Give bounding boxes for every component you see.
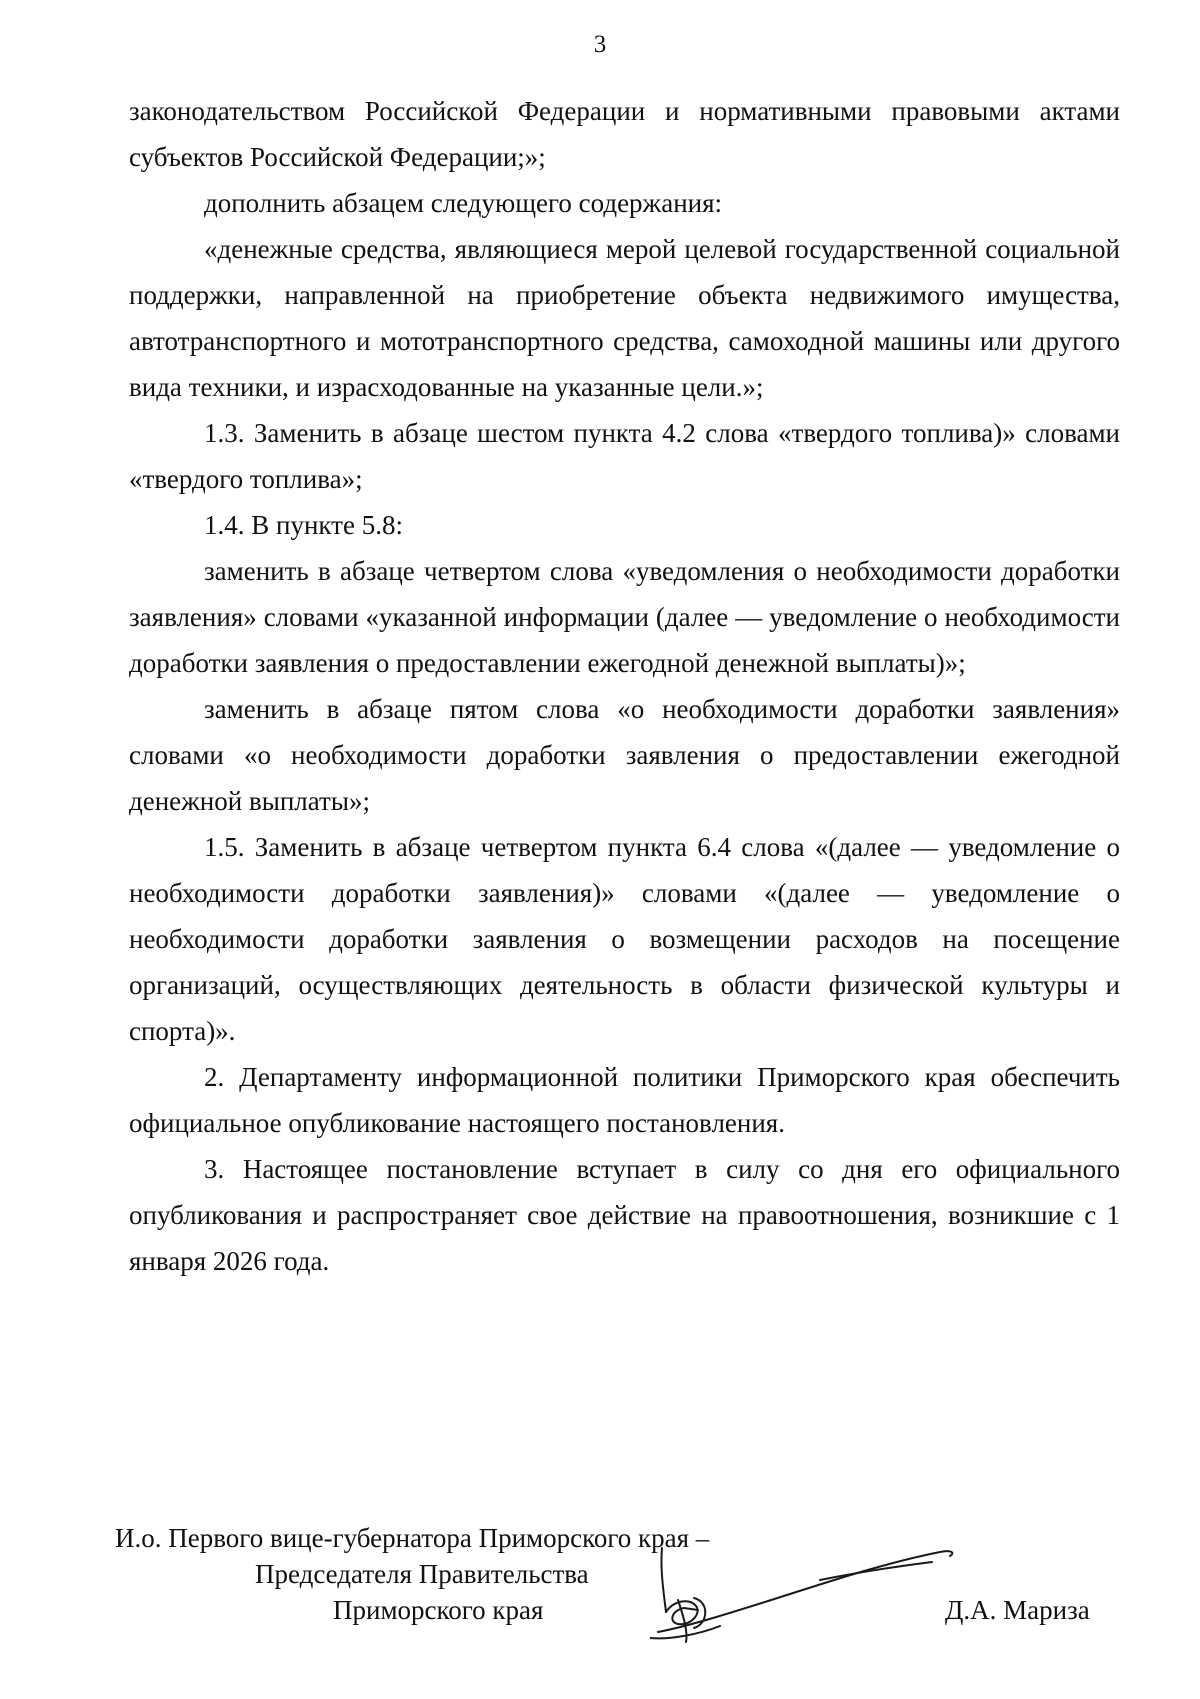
page-number: 3 (593, 31, 607, 58)
signatory-title (115, 1520, 709, 1628)
paragraph-item-1-5: 1.5. Заменить в абзаце четвертом пункта 6.4 слова «(далее — уведомление о необходимости доработки заявления)» словами «(далее — уведомление о необходимости доработки заявления о возмещении расходов на посещение организаций, осуществляющих деятельность в области физической культуры и спорта)». (129, 832, 1120, 1046)
paragraph-quoted-clause: «денежные средства, являющиеся мерой целевой государственной социальной поддержки, направленной на приобретение объекта недвижимого имущества, автотранспортного и мототранспортного средства, самоходной машины или другого вида техники, и израсходованные на указанные цели.»; (129, 234, 1120, 402)
handwritten-signature-image (650, 1540, 970, 1645)
paragraph-continuation: законодательством Российской Федерации и нормативными правовыми актами субъектов Российской Федерации;»; (129, 96, 1120, 172)
paragraph-item-1-4-b: заменить в абзаце пятом слова «о необходимости доработки заявления» словами «о необходимости доработки заявления о предоставлении ежегодной денежной выплаты»; (129, 694, 1120, 816)
paragraph-item-1-3: 1.3. Заменить в абзаце шестом пункта 4.2 слова «твердого топлива)» словами «твердого топлива»; (129, 418, 1120, 494)
signatory-title-line-2: Председателя Правительства (255, 1559, 589, 1589)
signer-name: Д.А. Мариза (945, 1595, 1090, 1625)
signatory-title-line-3: Приморского края (333, 1595, 544, 1625)
paragraph-item-1-4-a: заменить в абзаце четвертом слова «уведомления о необходимости доработки заявления» словами «указанной информации (далее — уведомление о необходимости доработки заявления о предоставлении ежегодной денежной выплаты)»; (129, 556, 1120, 678)
paragraph-add-clause: дополнить абзацем следующего содержания: (204, 188, 723, 218)
paragraph-item-3: 3. Настоящее постановление вступает в силу со дня его официального опубликования и распространяет свое действие на правоотношения, возникшие с 1 января 2026 года. (129, 1154, 1120, 1276)
document-body (129, 88, 1120, 1284)
paragraph-item-2: 2. Департаменту информационной политики Приморского края обеспечить официальное опубликование настоящего постановления. (129, 1062, 1120, 1138)
signatory-title-line-1: И.о. Первого вице-губернатора Приморского края – (115, 1523, 710, 1553)
paragraph-item-1-4: 1.4. В пункте 5.8: (204, 510, 403, 540)
